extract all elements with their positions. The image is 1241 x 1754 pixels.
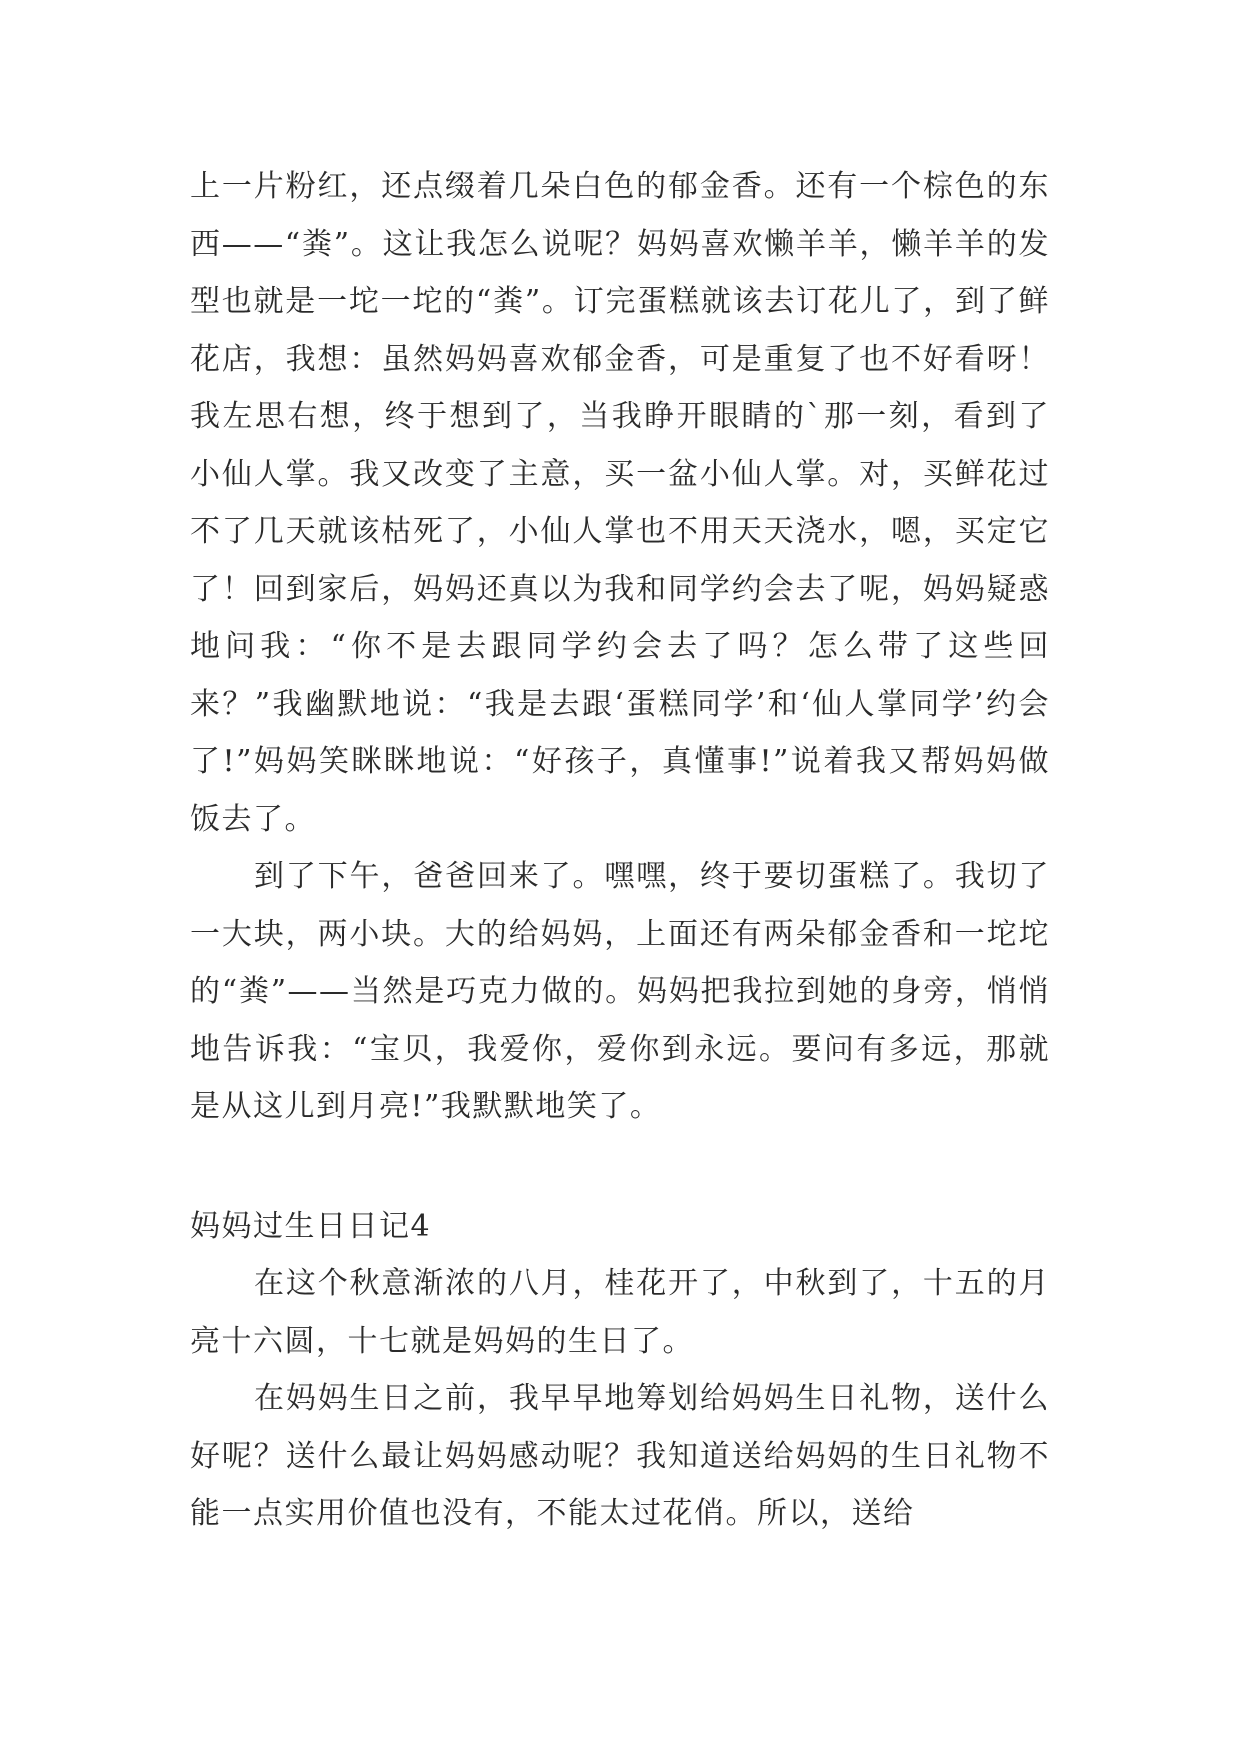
document-page <box>190 158 1050 1543</box>
paragraph-cutting-cake: 到了下午，爸爸回来了。嘿嘿，终于要切蛋糕了。我切了一大块，两小块。大的给妈妈，上面还有两朵郁金香和一坨坨的“粪”——当然是巧克力做的。妈妈把我拉到她的身旁，悄悄地告诉我：“宝贝，我爱你，爱你到永远。要问有多远，那就是从这儿到月亮!”我默默地笑了。 <box>190 859 1050 1124</box>
diary-heading: 妈妈过生日日记4 <box>190 1208 432 1244</box>
paragraph-planning-gift: 在妈妈生日之前，我早早地筹划给妈妈生日礼物，送什么好呢？送什么最让妈妈感动呢？我知道送给妈妈的生日礼物不能一点实用价值也没有，不能太过花俏。所以，送给 <box>190 1381 1050 1531</box>
paragraph-autumn-birthday: 在这个秋意渐浓的八月，桂花开了，中秋到了，十五的月亮十六圆，十七就是妈妈的生日了。 <box>190 1266 1050 1359</box>
paragraph-cake-and-cactus: 上一片粉红，还点缀着几朵白色的郁金香。还有一个棕色的东西——“粪”。这让我怎么说呢？妈妈喜欢懒羊羊，懒羊羊的发型也就是一坨一坨的“粪”。订完蛋糕就该去订花儿了，到了鲜花店，我想：虽然妈妈喜欢郁金香，可是重复了也不好看呀！我左思右想，终于想到了，当我睁开眼睛的`那一刻，看到了小仙人掌。我又改变了主意，买一盆小仙人掌。对，买鲜花过不了几天就该枯死了，小仙人掌也不用天天浇水，嗯，买定它了！回到家后，妈妈还真以为我和同学约会去了呢，妈妈疑惑地问我：“你不是去跟同学约会去了吗？怎么带了这些回来？”我幽默地说：“我是去跟‘蛋糕同学’和‘仙人掌同学’约会了!”妈妈笑眯眯地说：“好孩子，真懂事!”说着我又帮妈妈做饭去了。 <box>190 169 1050 837</box>
